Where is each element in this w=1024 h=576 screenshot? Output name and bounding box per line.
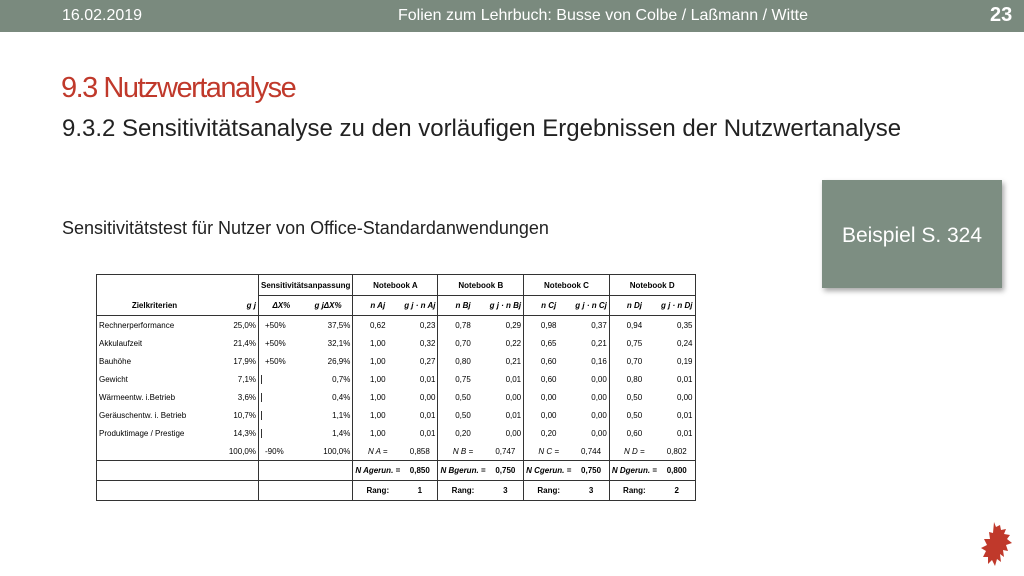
beispiel-label: Beispiel S. 324 xyxy=(841,224,983,247)
cell-zielkriterium: Bauhöhe xyxy=(97,352,213,370)
cell-gnCj: 0,21 xyxy=(591,338,607,348)
header-gnBj: g j · n Bj xyxy=(489,301,522,310)
cell-gnCj: 0,16 xyxy=(591,356,607,366)
cell-gj: 10,7% xyxy=(233,410,256,420)
dx-group-label: -90% xyxy=(259,442,304,461)
cell-nDj: 0,70 xyxy=(609,352,659,370)
cell-nBj: 0,20 xyxy=(438,424,488,442)
gerundet-d: 0,800 xyxy=(666,466,687,475)
cell-gjdx: 0,4% xyxy=(332,392,351,402)
cell-gnAj: 0,27 xyxy=(419,356,436,366)
cell-nAj: 1,00 xyxy=(353,406,402,424)
cell-gnBj: 0,01 xyxy=(505,410,522,420)
cell-zielkriterium: Akkulaufzeit xyxy=(97,334,213,352)
cell-nBj: 0,80 xyxy=(438,352,488,370)
gerundet-c: 0,750 xyxy=(581,466,602,475)
cell-gnBj: 0,00 xyxy=(505,392,522,402)
header-bar xyxy=(0,0,1024,32)
cell-gnAj: 0,23 xyxy=(419,320,436,330)
gerundet-a-label: N Agerun. = xyxy=(353,461,402,481)
cell-gnAj: 0,32 xyxy=(419,338,436,348)
cell-nAj: 0,62 xyxy=(353,316,402,335)
cell-zielkriterium: Rechnerperformance xyxy=(97,316,213,335)
berlin-bear-logo xyxy=(980,520,1016,572)
table-header-row xyxy=(97,275,696,296)
cell-nCj: 0,98 xyxy=(524,316,574,335)
rang-a-label: Rang: xyxy=(353,481,402,501)
cell-nBj: 0,50 xyxy=(438,388,488,406)
cell-nDj: 0,50 xyxy=(609,406,659,424)
cell-zielkriterium: Wärmeentw. i.Betrieb xyxy=(97,388,213,406)
rang-a: 1 xyxy=(417,486,423,495)
header-gnCj: g j · n Cj xyxy=(575,301,607,310)
page-number: 23 xyxy=(990,4,1013,26)
cell-gnAj: 0,01 xyxy=(419,374,436,384)
cell-gnDj: 0,01 xyxy=(676,428,693,438)
rang-c: 3 xyxy=(588,486,594,495)
nutzwert-d: 0,802 xyxy=(666,446,687,456)
cell-nAj: 1,00 xyxy=(353,334,402,352)
cell-nAj: 1,00 xyxy=(353,424,402,442)
cell-nBj: 0,78 xyxy=(438,316,488,335)
cell-gnDj: 0,19 xyxy=(676,356,693,366)
cell-gj: 7,1% xyxy=(237,374,256,384)
cell-gnDj: 0,00 xyxy=(676,392,693,402)
cell-nCj: 0,20 xyxy=(524,424,574,442)
header-gnDj: g j · n Dj xyxy=(660,301,693,310)
bracket-line xyxy=(261,411,262,420)
rang-c-label: Rang: xyxy=(524,481,574,501)
cell-gj: 3,6% xyxy=(237,392,256,402)
page-subtitle: 9.3.2 Sensitivitätsanalyse zu den vorläufigen Ergebnissen der Nutzwertanalyse xyxy=(62,115,902,142)
cell-dx: +50% xyxy=(259,334,304,352)
cell-gnCj: 0,00 xyxy=(591,428,607,438)
cell-gjdx: 26,9% xyxy=(327,356,351,366)
cell-gnBj: 0,00 xyxy=(505,428,522,438)
cell-gnCj: 0,00 xyxy=(591,392,607,402)
nutzwert-b-label: N B = xyxy=(438,442,488,461)
cell-gnCj: 0,37 xyxy=(591,320,607,330)
cell-gnAj: 0,00 xyxy=(419,392,436,402)
header-notebook-a: Notebook A xyxy=(353,275,438,296)
cell-nDj: 0,94 xyxy=(609,316,659,335)
cell-gnCj: 0,00 xyxy=(591,374,607,384)
header-nCj: n Cj xyxy=(524,296,574,316)
cell-nDj: 0,60 xyxy=(609,424,659,442)
nutzwert-a-label: N A = xyxy=(353,442,402,461)
header-zielkriterien: Zielkriterien xyxy=(97,296,213,316)
table-row xyxy=(97,406,696,424)
cell-dx xyxy=(259,424,304,442)
cell-dx xyxy=(259,388,304,406)
sensitivity-table xyxy=(96,274,696,501)
header-notebook-c: Notebook C xyxy=(524,275,610,296)
cell-gjdx: 37,5% xyxy=(327,320,351,330)
sum-gj: 100,0% xyxy=(228,446,256,456)
table-row xyxy=(97,370,696,388)
rang-b-label: Rang: xyxy=(438,481,488,501)
cell-gnCj: 0,00 xyxy=(591,410,607,420)
cell-gjdx: 1,4% xyxy=(332,428,351,438)
table-sum-row xyxy=(97,442,696,461)
cell-gnBj: 0,29 xyxy=(505,320,522,330)
cell-gj: 25,0% xyxy=(233,320,256,330)
cell-nAj: 1,00 xyxy=(353,388,402,406)
gerundet-c-label: N Cgerun. = xyxy=(524,461,574,481)
rang-d-label: Rang: xyxy=(609,481,659,501)
cell-nCj: 0,60 xyxy=(524,370,574,388)
cell-nBj: 0,70 xyxy=(438,334,488,352)
nutzwert-c: 0,744 xyxy=(581,446,602,456)
sum-gjdx: 100,0% xyxy=(323,446,351,456)
cell-zielkriterium: Gewicht xyxy=(97,370,213,388)
gerundet-b: 0,750 xyxy=(495,466,516,475)
beispiel-box xyxy=(822,180,1002,288)
header-source: Folien zum Lehrbuch: Busse von Colbe / Laßmann / Witte xyxy=(398,7,808,24)
cell-gnAj: 0,01 xyxy=(419,428,436,438)
nutzwert-c-label: N C = xyxy=(524,442,574,461)
gerundet-b-label: N Bgerun. = xyxy=(438,461,488,481)
cell-gj: 17,9% xyxy=(233,356,256,366)
rang-b: 3 xyxy=(503,486,508,495)
nutzwert-a: 0,858 xyxy=(409,446,430,456)
section-heading: Sensitivitätstest für Nutzer von Office-Standardanwendungen xyxy=(62,218,549,238)
cell-nCj: 0,00 xyxy=(524,388,574,406)
cell-nCj: 0,00 xyxy=(524,406,574,424)
cell-gjdx: 32,1% xyxy=(327,338,351,348)
nutzwert-b: 0,747 xyxy=(495,446,516,456)
cell-nDj: 0,50 xyxy=(609,388,659,406)
table-row xyxy=(97,424,696,442)
gerundet-d-label: N Dgerun. = xyxy=(609,461,659,481)
page-title: 9.3 Nutzwertanalyse xyxy=(61,72,296,104)
header-gjdx: g jΔX% xyxy=(314,301,342,310)
cell-gnDj: 0,01 xyxy=(676,374,693,384)
cell-gnBj: 0,21 xyxy=(505,356,522,366)
cell-gjdx: 1,1% xyxy=(332,410,351,420)
header-notebook-b: Notebook B xyxy=(438,275,524,296)
header-notebook-d: Notebook D xyxy=(609,275,695,296)
cell-gnDj: 0,01 xyxy=(676,410,693,420)
nutzwert-d-label: N D = xyxy=(609,442,659,461)
cell-gnAj: 0,01 xyxy=(419,410,436,420)
table-gerundet-row xyxy=(97,461,696,481)
bracket-line xyxy=(261,429,262,438)
cell-nAj: 1,00 xyxy=(353,352,402,370)
cell-gj: 21,4% xyxy=(233,338,256,348)
cell-nDj: 0,75 xyxy=(609,334,659,352)
header-nAj: n Aj xyxy=(353,296,402,316)
cell-zielkriterium: Geräuschentw. i. Betrieb xyxy=(97,406,213,424)
cell-gjdx: 0,7% xyxy=(332,374,351,384)
cell-gnBj: 0,22 xyxy=(505,338,522,348)
header-dx: ΔX% xyxy=(259,296,304,316)
cell-dx: +50% xyxy=(259,352,304,370)
header-sensitivitaet: Sensitivitätsanpassung xyxy=(259,275,353,296)
cell-nBj: 0,50 xyxy=(438,406,488,424)
cell-nBj: 0,75 xyxy=(438,370,488,388)
table-row xyxy=(97,316,696,335)
gerundet-a: 0,850 xyxy=(409,466,430,475)
table-row xyxy=(97,334,696,352)
cell-gnDj: 0,35 xyxy=(676,320,693,330)
table-rang-row xyxy=(97,481,696,501)
cell-nDj: 0,80 xyxy=(609,370,659,388)
header-gj: g j xyxy=(246,300,256,310)
cell-nAj: 1,00 xyxy=(353,370,402,388)
header-nBj: n Bj xyxy=(438,296,488,316)
table-row xyxy=(97,388,696,406)
header-date: 16.02.2019 xyxy=(62,7,143,24)
cell-gnBj: 0,01 xyxy=(505,374,522,384)
table-row xyxy=(97,352,696,370)
table-subheader-row xyxy=(97,296,696,316)
header-gnAj: g j · n Aj xyxy=(404,301,436,310)
cell-dx: +50% xyxy=(259,316,304,335)
cell-gj: 14,3% xyxy=(233,428,256,438)
cell-nCj: 0,65 xyxy=(524,334,574,352)
bracket-line xyxy=(261,393,262,402)
header-nDj: n Dj xyxy=(609,296,659,316)
cell-dx xyxy=(259,370,304,388)
cell-gnDj: 0,24 xyxy=(676,338,693,348)
rang-d: 2 xyxy=(674,486,679,495)
cell-zielkriterium: Produktimage / Prestige xyxy=(97,424,213,442)
bracket-line xyxy=(261,375,262,384)
cell-nCj: 0,60 xyxy=(524,352,574,370)
cell-dx xyxy=(259,406,304,424)
